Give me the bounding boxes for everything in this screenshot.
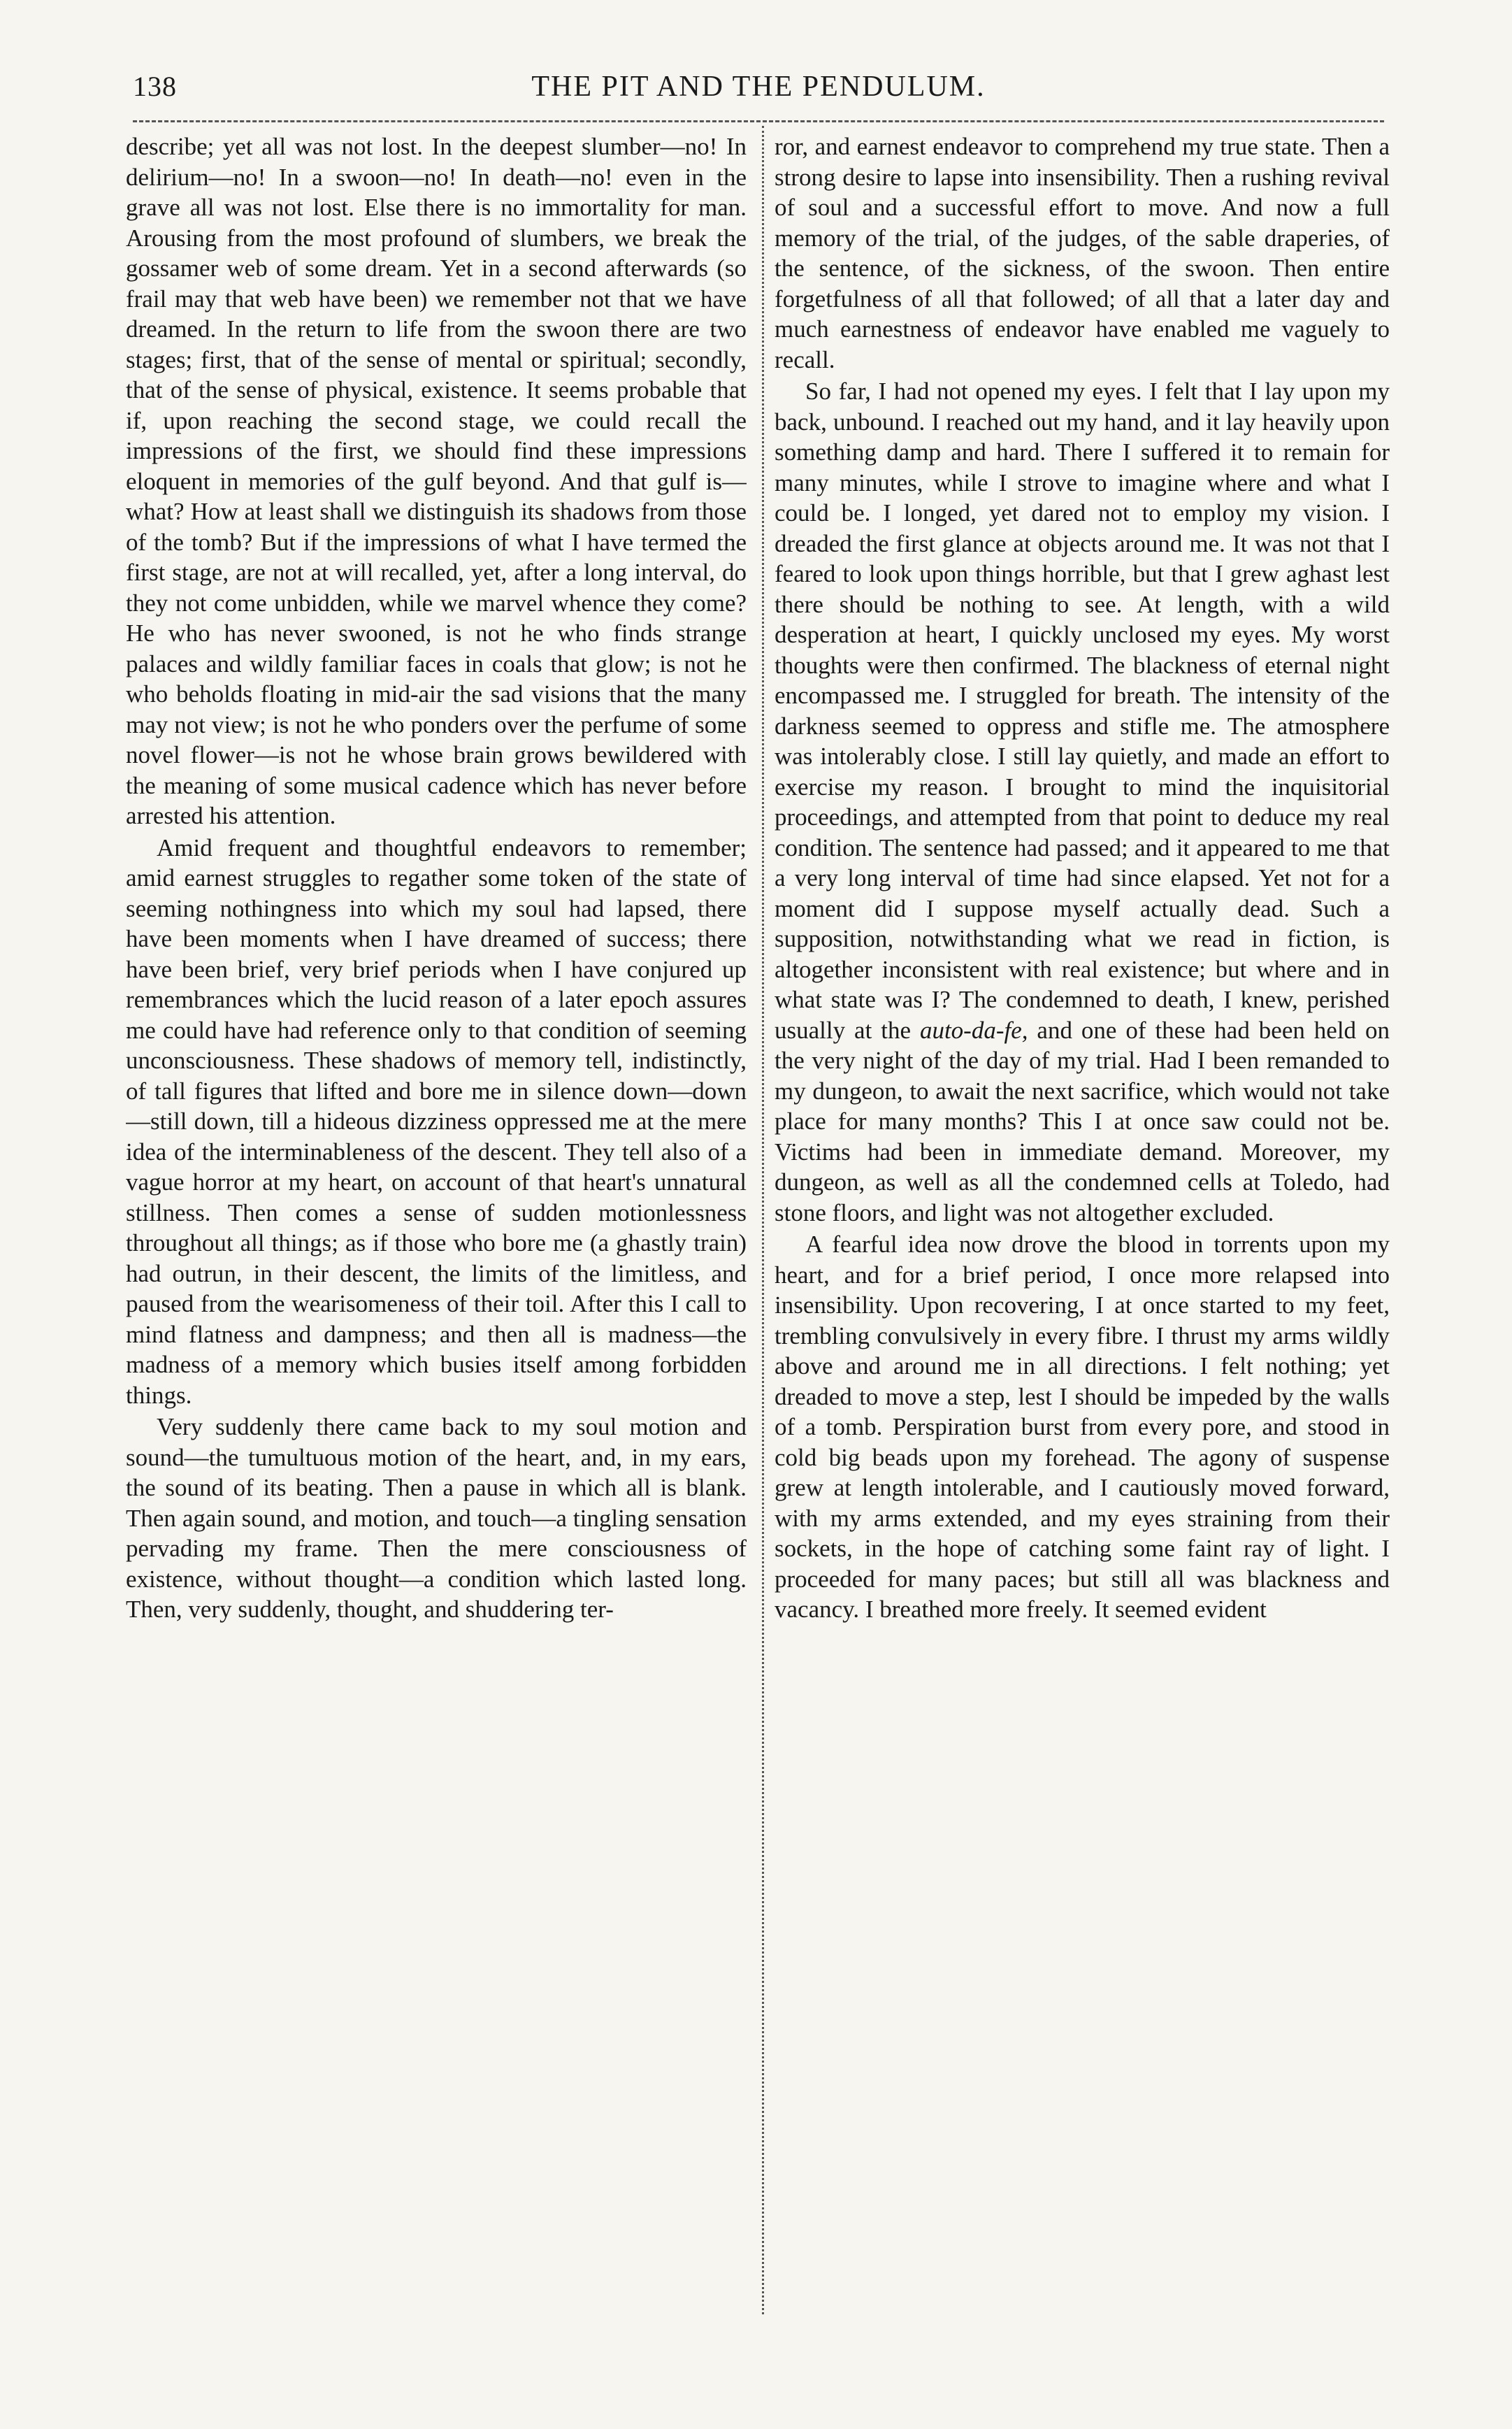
right-paragraph-2-tail: and one of these had been held on the very night of the day of my trial. Had I been remanded to my dungeon, to await the next sacrifice, which would not take place for many months? This I at once saw could not be. Victims had been in immediate demand. Moreover, my dungeon, as well as all the condemned cells at Toledo, had stone floors, and light was not altogether excluded. xyxy=(775,1016,1390,1226)
left-paragraph-1: describe; yet all was not lost. In the deepest slumber—no! In delirium—no! In a swoon—no! In death—no! even in the grave all was not lost. Else there is no immortality for man. Arousing from the most profound of slumbers, we break the gossamer web of some dream. Yet in a second afterwards (so frail may that web have been) we remember not that we have dreamed. In the return to life from the swoon there are two stages; first, that of the sense of mental or spiritual; secondly, that of the sense of physical, existence. It seems probable that if, upon reaching the second stage, we could recall the impressions of the first, we should find these impressions eloquent in memories of the gulf beyond. And that gulf is—what? How at least shall we distinguish its shadows from those of the tomb? But if the impressions of what I have termed the first stage, are not at will recalled, yet, after a long interval, do they not come unbidden, while we marvel whence they come? He who has never swooned, is not he who finds strange palaces and wildly familiar faces in coals that glow; is not he who beholds floating in mid-air the sad visions that the many may not view; is not he who ponders over the perfume of some novel flower—is not he whose brain grows bewildered with the meaning of some musical cadence which has never before arrested his attention. xyxy=(126,133,747,829)
column-divider xyxy=(762,126,764,2314)
right-paragraph-1: ror, and earnest endeavor to comprehend my true state. Then a strong desire to lapse into insensibility. Then a rushing revival of soul and a successful effort to move. And now a full memory of the trial, of the judges, of the sable draperies, of the sentence, of the sickness, of the swoon. Then entire forgetfulness of all that followed; of all that a later day and much earnestness of endeavor have enabled me vaguely to recall. xyxy=(775,133,1390,373)
right-column xyxy=(775,131,1390,2334)
left-column xyxy=(126,131,747,2334)
left-paragraph-2: Amid frequent and thoughtful endeavors to remember; amid earnest struggles to regather some token of the state of seeming nothingness into which my soul had lapsed, there have been moments when I have dreamed of success; there have been brief, very brief periods when I have conjured up remembrances which the lucid reason of a later epoch assures me could have had reference only to that condition of seeming unconsciousness. These shadows of memory tell, indistinctly, of tall figures that lifted and bore me in silence down—down—still down, till a hideous dizziness oppressed me at the mere idea of the interminableness of the descent. They tell also of a vague horror at my heart, on account of that heart's unnatural stillness. Then comes a sense of sudden motionlessness throughout all things; as if those who bore me (a ghastly train) had outrun, in their descent, the limits of the limitless, and paused from the wearisomeness of their toil. After this I call to mind flatness and dampness; and then all is madness—the madness of a memory which busies itself among forbidden things. xyxy=(126,833,747,1409)
header-rule xyxy=(133,120,1384,122)
right-paragraph-3: A fearful idea now drove the blood in torrents upon my heart, and for a brief period, I once more relapsed into insensibility. Upon recovering, I at once started to my feet, trembling convulsively in every fibre. I thrust my arms wildly above and around me in all directions. I felt nothing; yet dreaded to move a step, lest I should be impeded by the walls of a tomb. Perspiration burst from every pore, and stood in cold big beads upon my forehead. The agony of suspense grew at length intolerable, and I cautiously moved forward, with my arms extended, and my eyes straining from their sockets, in the hope of catching some faint ray of light. I proceeded for many paces; but still all was blackness and vacancy. I breathed more freely. It seemed evident xyxy=(775,1231,1390,1623)
italic-term: auto-da-fe, xyxy=(919,1016,1028,1044)
right-paragraph-2 xyxy=(775,376,1390,1228)
page-number: 138 xyxy=(133,71,177,102)
running-title: THE PIT AND THE PENDULUM. xyxy=(531,71,986,103)
left-paragraph-3: Very suddenly there came back to my soul motion and sound—the tumultuous motion of the heart, and, in my ears, the sound of its beating. Then a pause in which all is blank. Then again sound, and motion, and touch—a tingling sensation pervading my frame. Then the mere consciousness of existence, without thought—a condition which lasted long. Then, very suddenly, thought, and shuddering ter- xyxy=(126,1413,747,1623)
right-paragraph-2-text: So far, I had not opened my eyes. I felt that I lay upon my back, unbound. I reached out my hand, and it lay heavily upon something damp and hard. There I suffered it to remain for many minutes, while I strove to imagine where and what I could be. I longed, yet dared not to employ my vision. I dreaded the first glance at objects around me. It was not that I feared to look upon things horrible, but that I grew aghast lest there should be nothing to see. At length, with a wild desperation at heart, I quickly unclosed my eyes. My worst thoughts were then confirmed. The blackness of eternal night encompassed me. I struggled for breath. The intensity of the darkness seemed to oppress and stifle me. The atmosphere was intolerably close. I still lay quietly, and made an effort to exercise my reason. I brought to mind the inquisitorial proceedings, and attempted from that point to deduce my real condition. The sentence had passed; and it appeared to me that a very long interval of time had since elapsed. Yet not for a moment did I suppose myself actually dead. Such a supposition, notwithstanding what we read in fiction, is altogether inconsistent with real existence; but where and in what state was I? The condemned to death, I knew, perished usually at the xyxy=(775,378,1390,1044)
page-header xyxy=(133,70,1384,112)
